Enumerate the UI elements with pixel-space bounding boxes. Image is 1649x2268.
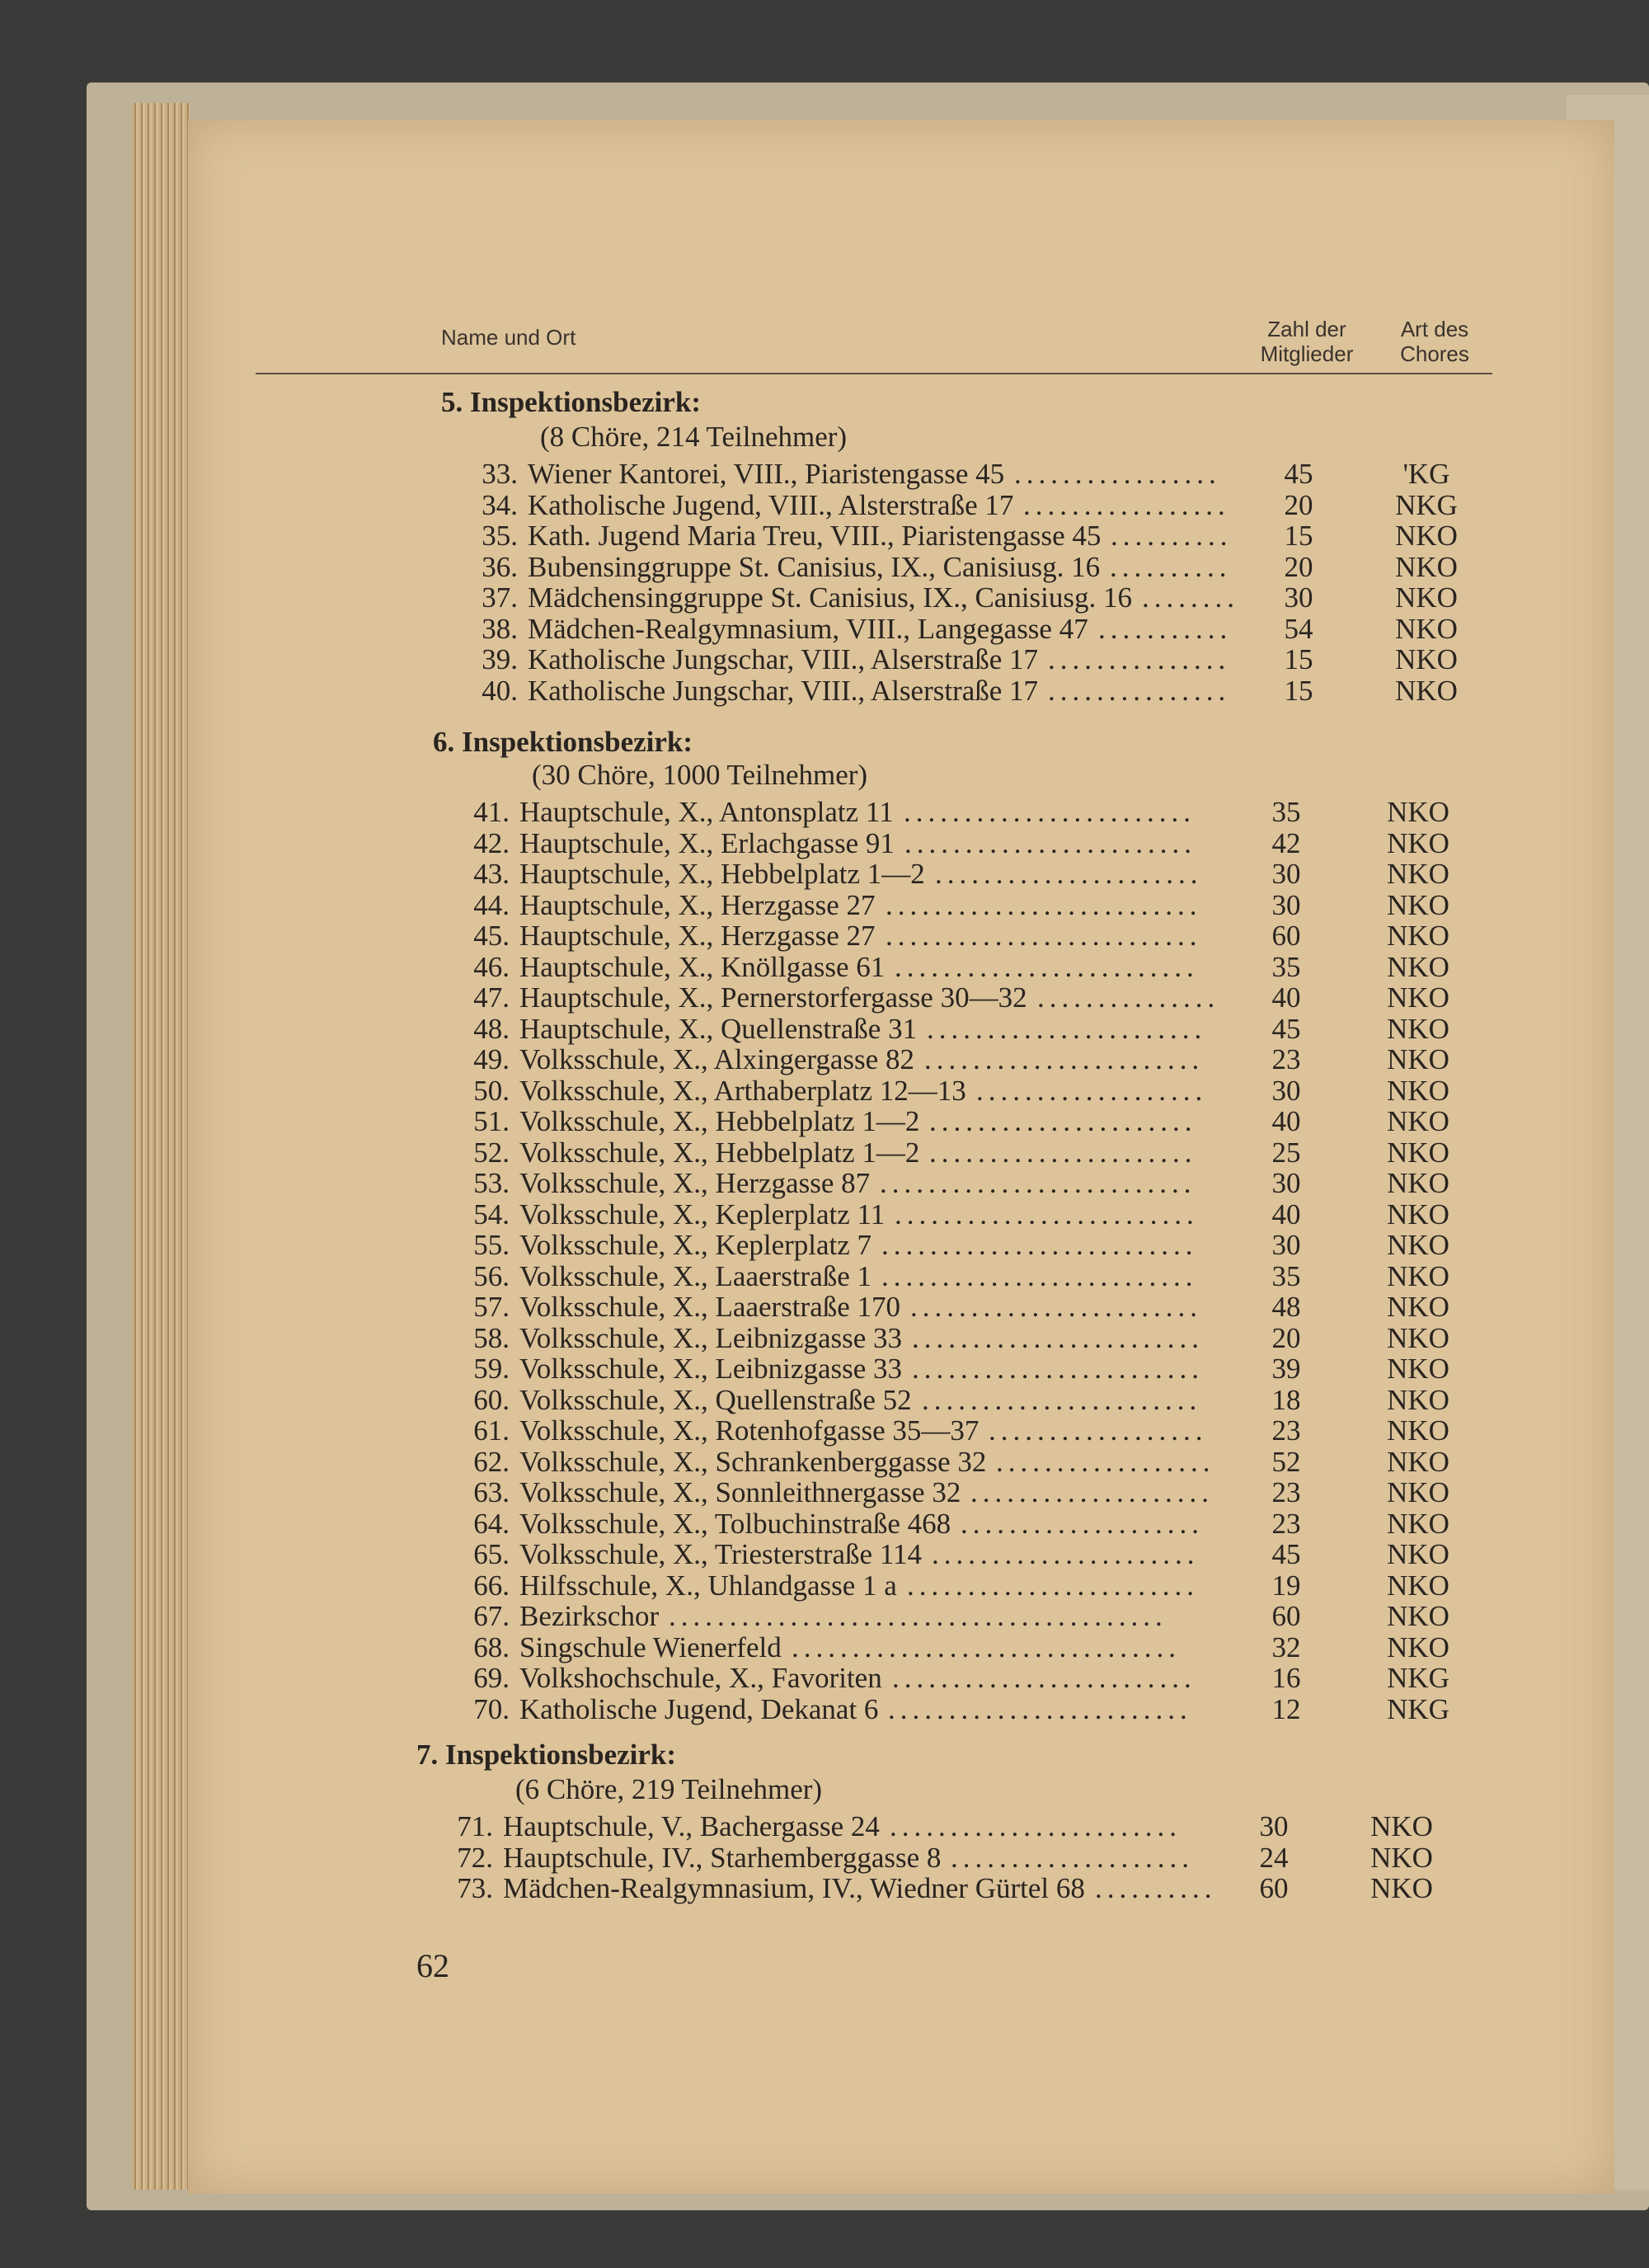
table-row <box>462 1693 1468 1725</box>
table-row <box>462 1043 1468 1075</box>
choir-type: NKO <box>1395 612 1458 645</box>
leader-dots: ......................... <box>895 950 1199 983</box>
table-row <box>462 1662 1468 1693</box>
member-count: 16 <box>1271 1662 1301 1694</box>
row-number: 42. <box>473 826 510 859</box>
table-row <box>462 1414 1468 1446</box>
choir-type: NKO <box>1387 1105 1449 1137</box>
row-number: 67. <box>473 1600 510 1632</box>
choir-type: 'KG <box>1402 458 1450 490</box>
row-number: 50. <box>473 1074 510 1107</box>
choir-name: Volksschule, X., Tolbuchinstraße 468 <box>519 1507 951 1540</box>
leader-dots: .......... <box>1095 1872 1217 1904</box>
choir-type: NKO <box>1387 1291 1449 1323</box>
table-row <box>470 489 1476 520</box>
leader-dots: ....................... <box>927 1012 1207 1045</box>
choir-name: Hauptschule, X., Herzgasse 27 <box>519 888 876 921</box>
choir-name: Hauptschule, V., Bachergasse 24 <box>503 1810 880 1842</box>
choir-type: NKO <box>1387 1043 1449 1075</box>
member-count: 18 <box>1271 1383 1301 1416</box>
table-row <box>462 1075 1468 1106</box>
member-count: 24 <box>1259 1841 1289 1874</box>
table-row <box>445 1842 1451 1873</box>
choir-type: NKO <box>1387 950 1449 983</box>
leader-dots: ................. <box>1023 488 1230 521</box>
choir-name: Bubensinggruppe St. Canisius, IX., Canisiusg. 16 <box>528 550 1101 583</box>
choir-type: NKO <box>1387 1600 1449 1632</box>
leader-dots: ........................ <box>907 1569 1199 1602</box>
choir-name: Volksschule, X., Hebbelplatz 1—2 <box>519 1136 920 1169</box>
leader-dots: .......... <box>1111 520 1233 552</box>
table-row <box>462 920 1468 951</box>
table-row <box>462 1508 1468 1539</box>
choir-name: Hauptschule, IV., Starhemberggasse 8 <box>503 1841 942 1874</box>
row-number: 68. <box>473 1630 510 1663</box>
choir-name: Hauptschule, X., Erlachgasse 91 <box>519 826 895 859</box>
leader-dots: ............... <box>1048 674 1231 707</box>
member-count: 23 <box>1271 1507 1301 1540</box>
member-count: 30 <box>1259 1810 1289 1842</box>
row-number: 52. <box>473 1136 510 1169</box>
table-row <box>462 1446 1468 1477</box>
choir-type: NKO <box>1387 1229 1449 1261</box>
header-divider <box>256 373 1492 374</box>
table-row <box>445 1810 1451 1842</box>
row-number: 55. <box>473 1229 510 1261</box>
choir-name: Volksschule, X., Leibnizgasse 33 <box>519 1321 903 1354</box>
choir-type: NKO <box>1387 1259 1449 1292</box>
member-count: 30 <box>1271 1167 1301 1199</box>
row-number: 34. <box>482 488 518 521</box>
leader-dots: .......................... <box>886 888 1202 921</box>
member-count: 30 <box>1271 1229 1301 1261</box>
member-count: 23 <box>1271 1043 1301 1075</box>
choir-type: NKO <box>1387 1476 1449 1508</box>
member-count: 30 <box>1271 1074 1301 1107</box>
member-count: 30 <box>1284 581 1313 614</box>
row-number: 51. <box>473 1105 510 1137</box>
row-number: 58. <box>473 1321 510 1354</box>
section-title: 7. Inspektionsbezirk: <box>416 1739 677 1771</box>
choir-name: Hilfsschule, X., Uhlandgasse 1 a <box>519 1569 897 1602</box>
member-count: 35 <box>1271 950 1301 983</box>
table-row <box>470 675 1476 706</box>
leader-dots: ............... <box>1048 643 1231 675</box>
leader-dots: ........... <box>1098 612 1233 645</box>
table-row <box>462 1136 1468 1168</box>
choir-type: NKO <box>1387 1507 1449 1540</box>
member-count: 40 <box>1271 1198 1301 1230</box>
leader-dots: ....................... <box>922 1383 1202 1416</box>
table-row <box>462 1353 1468 1384</box>
table-row <box>445 1872 1451 1903</box>
choir-type: NKO <box>1387 858 1449 890</box>
row-number: 61. <box>473 1414 510 1447</box>
choir-type: NKO <box>1395 520 1458 552</box>
row-number: 36. <box>482 550 518 583</box>
row-number: 47. <box>473 981 510 1014</box>
table-row <box>462 1013 1468 1044</box>
leader-dots: ...................... <box>932 1538 1200 1570</box>
table-row <box>470 581 1476 613</box>
member-count: 40 <box>1271 981 1301 1014</box>
row-number: 53. <box>473 1167 510 1199</box>
choir-name: Volksschule, X., Laaerstraße 1 <box>519 1259 872 1292</box>
row-number: 44. <box>473 888 510 921</box>
leader-dots: .................... <box>961 1507 1204 1540</box>
table-row <box>462 1569 1468 1601</box>
choir-type: NKO <box>1370 1841 1433 1874</box>
row-number: 46. <box>473 950 510 983</box>
row-number: 41. <box>473 796 510 828</box>
choir-name: Volksschule, X., Triesterstraße 114 <box>519 1538 923 1570</box>
table-row <box>470 458 1476 489</box>
leader-dots: ......................................... <box>669 1600 1167 1632</box>
table-row <box>470 643 1476 675</box>
choir-type: NKG <box>1387 1662 1449 1694</box>
table-row <box>462 1322 1468 1353</box>
section-title: 6. Inspektionsbezirk: <box>433 726 693 758</box>
choir-name: Volksschule, X., Rotenhofgasse 35—37 <box>519 1414 980 1447</box>
row-number: 66. <box>473 1569 510 1602</box>
row-number: 33. <box>482 458 518 490</box>
leader-dots: ............... <box>1037 981 1220 1014</box>
row-number: 62. <box>473 1445 510 1478</box>
header-name-place: Name und Ort <box>441 325 576 350</box>
leader-dots: ...................... <box>929 1105 1197 1137</box>
row-number: 39. <box>482 643 518 675</box>
leader-dots: ................................ <box>792 1630 1181 1663</box>
choir-name: Hauptschule, X., Antonsplatz 11 <box>519 796 894 828</box>
member-count: 20 <box>1284 488 1313 521</box>
member-count: 25 <box>1271 1136 1301 1169</box>
leader-dots: .......................... <box>881 1229 1198 1261</box>
member-count: 45 <box>1271 1012 1301 1045</box>
choir-name: Singschule Wienerfeld <box>519 1630 782 1663</box>
choir-name: Mädchensinggruppe St. Canisius, IX., Canisiusg. 16 <box>528 581 1133 614</box>
choir-type: NKO <box>1387 1353 1449 1385</box>
table-row <box>462 1260 1468 1292</box>
section-title: 5. Inspektionsbezirk: <box>441 386 702 418</box>
row-number: 37. <box>482 581 518 614</box>
choir-name: Volksschule, X., Arthaberplatz 12—13 <box>519 1074 966 1107</box>
choir-type: NKG <box>1395 488 1458 521</box>
choir-name: Hauptschule, X., Hebbelplatz 1—2 <box>519 858 925 890</box>
choir-name: Katholische Jugend, VIII., Alsterstraße 17 <box>528 488 1014 521</box>
table-row <box>462 1476 1468 1508</box>
member-count: 23 <box>1271 1414 1301 1447</box>
choir-name: Hauptschule, X., Pernerstorfergasse 30—32 <box>519 981 1027 1014</box>
row-number: 56. <box>473 1259 510 1292</box>
leader-dots: ................. <box>1014 458 1221 490</box>
member-count: 42 <box>1271 826 1301 859</box>
member-count: 60 <box>1271 920 1301 952</box>
member-count: 35 <box>1271 1259 1301 1292</box>
member-count: 35 <box>1271 796 1301 828</box>
table-row <box>462 1198 1468 1230</box>
table-row <box>462 827 1468 859</box>
choir-type: NKO <box>1387 1321 1449 1354</box>
row-number: 45. <box>473 920 510 952</box>
row-number: 57. <box>473 1291 510 1323</box>
leader-dots: ....................... <box>924 1043 1205 1075</box>
choir-name: Volksschule, X., Herzgasse 87 <box>519 1167 871 1199</box>
choir-name: Hauptschule, X., Knöllgasse 61 <box>519 950 886 983</box>
member-count: 45 <box>1271 1538 1301 1570</box>
choir-type: NKO <box>1387 1445 1449 1478</box>
choir-name: Volksschule, X., Keplerplatz 7 <box>519 1229 872 1261</box>
choir-name: Katholische Jugend, Dekanat 6 <box>519 1692 879 1725</box>
row-number: 69. <box>473 1662 510 1694</box>
choir-type: NKO <box>1387 1538 1449 1570</box>
row-number: 40. <box>482 674 518 707</box>
member-count: 30 <box>1271 888 1301 921</box>
choir-type: NKG <box>1387 1692 1449 1725</box>
member-count: 32 <box>1271 1630 1301 1663</box>
row-number: 54. <box>473 1198 510 1230</box>
leader-dots: .................... <box>951 1841 1194 1874</box>
row-number: 71. <box>457 1810 493 1842</box>
row-number: 70. <box>473 1692 510 1725</box>
member-count: 52 <box>1271 1445 1301 1478</box>
row-number: 59. <box>473 1353 510 1385</box>
choir-type: NKO <box>1387 1074 1449 1107</box>
member-count: 23 <box>1271 1476 1301 1508</box>
table-row <box>462 796 1468 827</box>
member-count: 20 <box>1284 550 1313 583</box>
choir-type: NKO <box>1387 1569 1449 1602</box>
choir-name: Volksschule, X., Sonnleithnergasse 32 <box>519 1476 961 1508</box>
choir-type: NKO <box>1387 1198 1449 1230</box>
table-row <box>462 889 1468 920</box>
choir-type: NKO <box>1387 826 1449 859</box>
member-count: 39 <box>1271 1353 1301 1385</box>
member-count: 15 <box>1284 520 1313 552</box>
section-note: (8 Chöre, 214 Teilnehmer) <box>540 421 848 453</box>
row-number: 64. <box>473 1507 510 1540</box>
choir-name: Volksschule, X., Alxingergasse 82 <box>519 1043 914 1075</box>
choir-name: Katholische Jungschar, VIII., Alserstraße 17 <box>528 674 1039 707</box>
member-count: 30 <box>1271 858 1301 890</box>
leader-dots: .................. <box>996 1445 1215 1478</box>
choir-name: Mädchen-Realgymnasium, VIII., Langegasse 47 <box>528 612 1088 645</box>
member-count: 15 <box>1284 643 1313 675</box>
leader-dots: .......... <box>1110 550 1232 583</box>
choir-name: Mädchen-Realgymnasium, IV., Wiedner Gürtel 68 <box>503 1872 1085 1904</box>
choir-name: Katholische Jungschar, VIII., Alserstraße 17 <box>528 643 1039 675</box>
choir-type: NKO <box>1395 581 1458 614</box>
row-number: 38. <box>482 612 518 645</box>
header-member-count: Zahl der Mitglieder <box>1260 317 1354 366</box>
leader-dots: ......................... <box>888 1692 1192 1725</box>
leader-dots: ......................... <box>892 1662 1196 1694</box>
choir-name: Volksschule, X., Schrankenberggasse 32 <box>519 1445 987 1478</box>
choir-type: NKO <box>1370 1810 1433 1842</box>
table-row <box>462 1631 1468 1663</box>
leader-dots: ........................ <box>904 796 1196 828</box>
choir-type: NKO <box>1387 981 1449 1014</box>
choir-type: NKO <box>1395 550 1458 583</box>
choir-name: Kath. Jugend Maria Treu, VIII., Piaristengasse 45 <box>528 520 1102 552</box>
leader-dots: ........................ <box>890 1810 1182 1842</box>
table-row <box>462 858 1468 889</box>
table-row <box>462 1167 1468 1198</box>
section-note: (6 Chöre, 219 Teilnehmer) <box>515 1773 823 1805</box>
leader-dots: ........................ <box>904 826 1196 859</box>
row-number: 60. <box>473 1383 510 1416</box>
leader-dots: ......................... <box>895 1198 1199 1230</box>
choir-type: NKO <box>1387 1136 1449 1169</box>
choir-name: Wiener Kantorei, VIII., Piaristengasse 45 <box>528 458 1005 490</box>
leader-dots: ........................ <box>910 1291 1202 1323</box>
leader-dots: ........ <box>1142 581 1239 614</box>
table-row <box>462 1600 1468 1631</box>
row-number: 48. <box>473 1012 510 1045</box>
table-row <box>462 1105 1468 1136</box>
choir-name: Volksschule, X., Leibnizgasse 33 <box>519 1353 903 1385</box>
member-count: 45 <box>1284 458 1313 490</box>
choir-type: NKO <box>1387 888 1449 921</box>
leader-dots: .................. <box>989 1414 1208 1447</box>
leader-dots: ...................... <box>935 858 1203 890</box>
choir-type: NKO <box>1395 643 1458 675</box>
member-count: 60 <box>1259 1872 1289 1904</box>
leader-dots: .......................... <box>881 1259 1198 1292</box>
choir-type: NKO <box>1395 674 1458 707</box>
row-number: 43. <box>473 858 510 890</box>
leader-dots: ................... <box>976 1074 1208 1107</box>
leader-dots: ...................... <box>929 1136 1197 1169</box>
leader-dots: .......................... <box>880 1167 1196 1199</box>
choir-name: Volksschule, X., Laaerstraße 170 <box>519 1291 901 1323</box>
choir-type: NKO <box>1370 1872 1433 1904</box>
row-number: 65. <box>473 1538 510 1570</box>
choir-name: Volkshochschule, X., Favoriten <box>519 1662 882 1694</box>
member-count: 20 <box>1271 1321 1301 1354</box>
table-row <box>462 1291 1468 1322</box>
leader-dots: ........................ <box>912 1353 1204 1385</box>
header-choir-type: Art des Chores <box>1400 317 1469 366</box>
member-count: 48 <box>1271 1291 1301 1323</box>
leader-dots: .................... <box>970 1476 1214 1508</box>
choir-type: NKO <box>1387 1167 1449 1199</box>
page-number: 62 <box>416 1947 449 1984</box>
member-count: 54 <box>1284 612 1313 645</box>
choir-type: NKO <box>1387 1012 1449 1045</box>
leader-dots: .......................... <box>886 920 1202 952</box>
table-row <box>470 613 1476 644</box>
row-number: 72. <box>457 1841 493 1874</box>
choir-type: NKO <box>1387 1630 1449 1663</box>
member-count: 19 <box>1271 1569 1301 1602</box>
choir-type: NKO <box>1387 920 1449 952</box>
table-row <box>470 551 1476 582</box>
section-note: (30 Chöre, 1000 Teilnehmer) <box>532 759 868 791</box>
member-count: 12 <box>1271 1692 1301 1725</box>
leader-dots: ........................ <box>912 1321 1204 1354</box>
choir-type: NKO <box>1387 1383 1449 1416</box>
member-count: 60 <box>1271 1600 1301 1632</box>
choir-name: Bezirkschor <box>519 1600 660 1632</box>
row-number: 73. <box>457 1872 493 1904</box>
table-row <box>470 520 1476 551</box>
table-row <box>462 951 1468 982</box>
table-row <box>462 1229 1468 1260</box>
row-number: 63. <box>473 1476 510 1508</box>
row-number: 49. <box>473 1043 510 1075</box>
choir-name: Volksschule, X., Hebbelplatz 1—2 <box>519 1105 920 1137</box>
choir-name: Volksschule, X., Quellenstraße 52 <box>519 1383 912 1416</box>
choir-name: Hauptschule, X., Herzgasse 27 <box>519 920 876 952</box>
table-row <box>462 1538 1468 1569</box>
member-count: 15 <box>1284 674 1313 707</box>
choir-type: NKO <box>1387 796 1449 828</box>
member-count: 40 <box>1271 1105 1301 1137</box>
table-row <box>462 981 1468 1013</box>
choir-type: NKO <box>1387 1414 1449 1447</box>
table-row <box>462 1384 1468 1415</box>
choir-name: Volksschule, X., Keplerplatz 11 <box>519 1198 886 1230</box>
row-number: 35. <box>482 520 518 552</box>
choir-name: Hauptschule, X., Quellenstraße 31 <box>519 1012 918 1045</box>
